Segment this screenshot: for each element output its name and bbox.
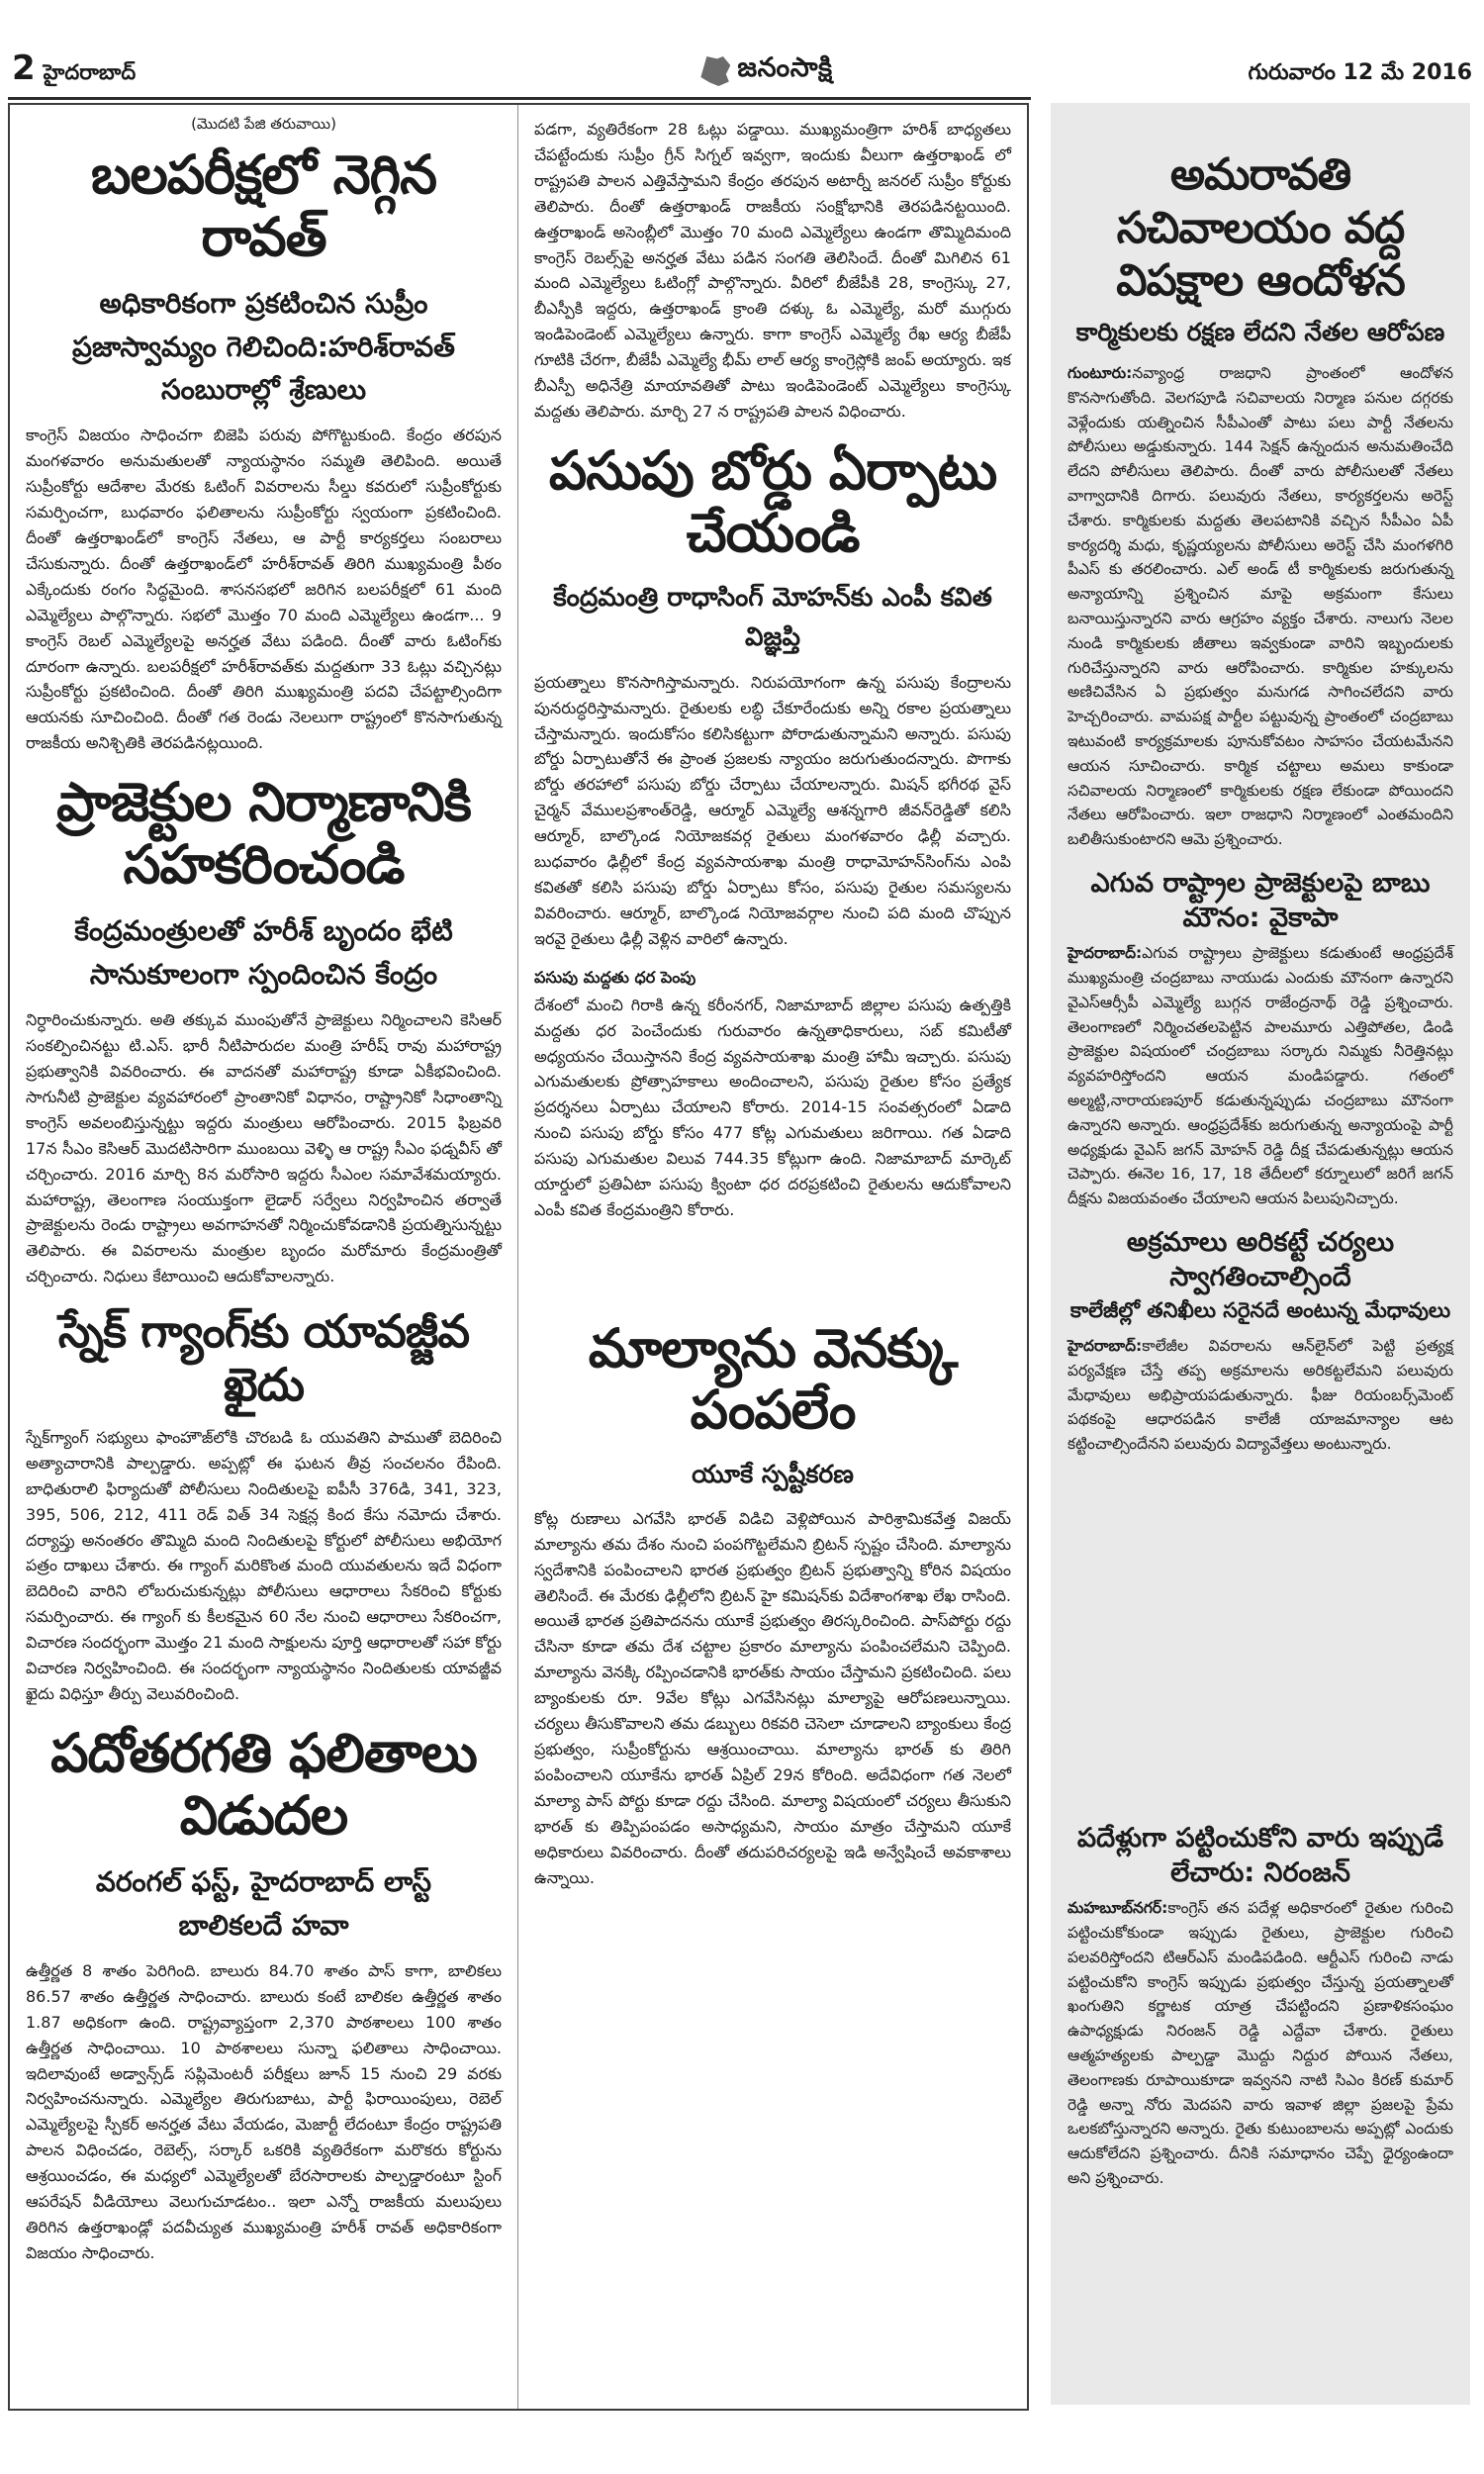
article-college-inspections <box>1067 1225 1453 1457</box>
article-rawat-subhead-1: అధికారికంగా ప్రకటించిన సుప్రీం <box>99 287 428 321</box>
article-snake-gang <box>26 1305 502 1707</box>
article-projects-headline: ప్రాజెక్టుల నిర్మాణానికి సహకరించండి <box>56 771 471 896</box>
article-turmeric-board-body-1: ప్రయత్నాలు కొనసాగిస్తామన్నారు. నిరుపయోగంగా ఉన్న పసుపు కేంద్రాలను పునరుద్ధరిస్తామన్నారు. రైతులకు లబ్ధి చేకూరేందుకు అన్ని రకాల ప్రయత్నాలు చేస్తామన్నారు. ఇందుకోసం కలిసికట్టుగా పోరాడుతున్నామని అన్నారు. పసుపు బోర్డు ఏర్పాటుతోనే ఈ ప్రాంత ప్రజలకు న్యాయం జరుగుతుందన్నారు. పొగాకు బోర్డు తరహాలో పసుపు బోర్డు చేర్పాటు చేయాలన్నారు. మిషన్ భగీరథ వైస్ చైర్మన్ వేములప్రశాంత్‌రెడ్డి, ఆర్మూర్ ఎమ్మెల్యే ఆశన్నగారి జీవన్‌రెడ్డితో కలిసి ఆర్మూర్, బాల్కొండ నియోజకవర్గ రైతులు మంగళవారం ఢిల్లీ వచ్చారు. బుధవారం ఢిల్లీలో కేంద్ర వ్యవసాయశాఖ మంత్రి రాధామోహన్‌సింగ్‌ను ఎంపి కవితతో కలిసి పసుపు బోర్డు ఏర్పాటు కోసం, పసుపు రైతుల సమస్యలను వివరించారు. ఆర్మూర్, బాల్కొండ నియోజవర్గాల నుంచి పది మంది చొప్పున ఇరవై రైతులు ఢిల్లీ వెళ్లిన వారిలో ఉన్నారు. <box>534 672 1011 948</box>
article-college-inspections-headline: అక్రమాలు అరికట్టే చర్యలు స్వాగతించాల్సిందే <box>1126 1226 1395 1292</box>
article-projects-body: నిర్ధారించుకున్నారు. అతి తక్కువ ముంపుతోనే ప్రాజెక్టులు నిర్మించాలని కెసిఆర్ సంకల్పించినట్టు టి.ఎస్. భారీ నీటిపారుదల మంత్రి హరీష్ రావు మహారాష్ట్ర ప్రభుత్వానికి వివరించారు. ఈ వాదనతో మహారాష్ట్ర కూడా ఏకీభవించింది. సాగునీటి ప్రాజెక్టుల వ్యవహారంలో ప్రాంతానికో విధానం, రాష్ట్రానికో సిధాంతాన్ని కాంగ్రెస్ అవలంబిస్తున్నట్టు ఇద్దరు మంత్రులు ఆరోపించారు. 2015 ఫిబ్రవరి 17న సీఎం కెసిఆర్ మొదటిసారిగా ముంబయి వెళ్ళి ఆ రాష్ట్ర సీఎం ఫడ్నవీస్ తో చర్చించారు. 2016 మార్చి 8న మరోసారి ఇద్దరు సీఎంల సమావేశమయ్యారు. మహారాష్ట్ర, తెలంగాణ సంయుక్తంగా లైడార్ సర్వేలు నిర్వహించిన తర్వాతే ప్రాజెక్టులను రెండు రాష్ట్రాలు అవగాహనతో నిర్మించుకోవడానికి ప్రయత్నిసున్నట్టు తెలిపారు. ఈ వివరాలను మంత్రుల బృందం మరోమారు కేంద్రమంత్రితో చర్చించారు. నిధులు కేటాయించి ఆదుకోవాలన్నారు. <box>26 1010 502 1286</box>
article-amaravati <box>1067 148 1453 852</box>
article-ssc-results-body: ఉత్తీర్ణత 8 శాతం పెరిగింది. బాలురు 84.70 శాతం పాస్ కాగా, బాలికలు 86.57 శాతం ఉత్తీర్ణత సాధించారు. బాలురు కంటే బాలికల ఉత్తీర్ణత శాతం 1.87 అధికంగా ఉంది. రాష్ట్రవ్యాప్తంగా 2,370 పాఠశాలలు 100 శాతం ఉత్తీర్ణత సాధించాయి. 10 పాఠశాలలు సున్నా ఫలితాలు సాధించాయి. ఇదిలావుంటే అడ్వాన్స్‌డ్ సప్లిమెంటరీ పరీక్షలు జూన్ 15 నుంచి 29 వరకు నిర్వహించనున్నారు. ఎమ్మెల్యేల తిరుగుబాటు, పార్టీ ఫిరాయింపులు, రెబెల్ ఎమ్మెల్యేలపై స్పీకర్ అనర్హత వేటు వేయడం, మెజార్టీ లేదంటూ కేంద్రం రాష్ట్రపతి పాలన విధించడం, రెబెల్స్, సర్కార్ ఒకరికి వ్యతిరేకంగా మరొకరు కోర్టును ఆశ్రయించడం, ఈ మధ్యలో ఎమ్మెల్యేలతో బేరసారాలకు పాల్పడ్డారంటూ స్టింగ్ ఆపరేషన్ వీడియోలు వెలుగుచూడటం.. ఇలా ఎన్నో రాజకీయ మలుపులు తిరిగిన ఉత్తరాఖండ్లో పదవీచ్యుత ముఖ్యమంత్రి హరీశ్ రావత్ అధికారికంగా విజయం సాధించారు. <box>26 1960 502 2262</box>
article-rawat-body: కాంగ్రెస్ విజయం సాధించగా బిజెపి పరువు పోగొట్టుకుంది. కేంద్రం తరపున మంగళవారం అనుమతులతో న్యాయస్థానం సమ్మతి తెలిపింది. అయితే సుప్రీంకోర్టు ఆదేశాల మేరకు ఓటింగ్ వివరాలను సీల్డు కవరులో సుప్రీంకోర్టుకు సమర్పించగా, బుధవారం ఫలితాలను సుప్రీంకోర్టు స్వయంగా ప్రకటించింది. దీంతో ఉత్తరాఖండ్‌లో కాంగ్రెస్ నేతలు, ఆ పార్టీ కార్యకర్తలు సంబరాలు చేసుకున్నారు. దీంతో ఉత్తరాఖండ్‌లో హరీశ్‌రావత్ తిరిగి ముఖ్యమంత్రి పీఠం ఎక్కేందుకు రంగం సిద్ధమైంది. శాసనసభలో జరిగిన బలపరీక్షలో 61 మంది ఎమ్మెల్యేలు పాల్గొన్నారు. సభలో మొత్తం 70 మంది ఎమ్మెల్యేలు ఉండగా... 9 కాంగ్రెస్ రెబల్ ఎమ్మెల్యేలపై అనర్హత వేటు పడింది. దీంతో వారు ఓటింగ్‌కు దూరంగా ఉన్నారు. బలపరీక్షలో హరీశ్‌రావత్‌కు మద్దతుగా 33 ఓట్లు వచ్చినట్లు సుప్రీంకోర్టు ప్రకటించింది. దీంతో తిరిగి ముఖ్యమంత్రి పదవి చేపట్టాల్సిందిగా ఆయనకు సూచించింది. దీంతో గత రెండు నెలలుగా రాష్ట్రంలో కొనసాగుతున్న రాజకీయ అనిశ్చితికి తెరపడినట్లయింది. <box>26 426 502 753</box>
article-rawat-subhead-2: ప్రజాస్వామ్యం గెలిచింది:హరిశ్‌రావత్ <box>72 330 455 363</box>
article-turmeric-board-body-2: దేశంలో మంచి గిరాకి ఉన్న కరీంనగర్, నిజామాబాద్ జిల్లాల పసుపు ఉత్పత్తికి మద్దతు ధర పెంచేందుకు గురువారం ఉన్నతాధికారులు, సబ్ కమిటీతో అధ్యయనం చేయిస్తానని కేంద్ర వ్యవసాయశాఖ మంత్రి హామీ ఇచ్చారు. పసుపు ఎగుమతులకు ప్రోత్సాహకాలు అందించాలని, పసుపు రైతుల కోసం ప్రత్యేక ప్రదర్శనలు ఏర్పాటు చేయాలని కోరారు. 2014-15 సంవత్సరంలో ఏడాది నుంచి పసుపు బోర్డు కోసం 477 కోట్ల ఎగుమతులు జరిగాయి. గత ఏడాది పసుపు ఎగుమతుల విలువ 744.35 కోట్లుగా ఉంది. నిజామాబాద్ మార్కెట్ యార్డులో ప్రతిఏటా పసుపు క్వింటా ధర దరప్రకటించి రైతులను ఆదుకోవాలని ఎంపీ కవిత కేంద్రమంత్రిని కోరారు. <box>534 995 1011 1219</box>
article-amaravati-headline: అమరావతి సచివాలయం వద్ద విపక్షాల ఆందోళన <box>1116 149 1405 307</box>
article-turmeric-board-headline: పసుపు బోర్డు ఏర్పాటు చేయండి <box>548 438 997 564</box>
page-number: 2 <box>12 48 36 88</box>
masthead-title: జనంసాక్షి <box>737 52 833 83</box>
article-projects-subhead-2: సానుకూలంగా స్పందించిన కేంద్రం <box>89 957 438 991</box>
article-college-inspections-dateline: హైదరాబాద్: <box>1067 1337 1143 1356</box>
article-projects-subhead-1: కేంద్రమంత్రులతో హరీశ్ బృందం భేటి <box>74 914 453 948</box>
header-rule <box>8 97 1031 100</box>
continuation-kicker: (మొదటి పేజి తరువాయి) <box>191 115 336 133</box>
article-ssc-results <box>26 1723 502 2266</box>
article-projects <box>26 772 502 1289</box>
article-ycp-babu-body <box>1067 941 1453 1211</box>
article-college-inspections-body <box>1067 1334 1453 1457</box>
right-column <box>1051 103 1470 2405</box>
main-article-box <box>8 103 1029 2411</box>
page-content <box>8 103 1476 2411</box>
article-turmeric-board-crosshead: పసుపు మద్దతు ధర పెంపు <box>534 967 696 987</box>
page-header <box>8 48 1476 95</box>
article-mallya <box>534 1318 1011 1891</box>
masthead <box>700 52 832 90</box>
article-ycp-babu-headline: ఎగువ రాష్ట్రాల ప్రాజెక్టులపై బాబు మౌనం: వైకాపా <box>1090 867 1431 934</box>
article-niranjan-headline: పదేళ్లుగా పట్టించుకోని వారు ఇప్పుడే లేచారు: నిరంజన్ <box>1076 1823 1444 1889</box>
article-niranjan-body-text: కాంగ్రెస్ తన పదేళ్ల అధికారంలో రైతుల గురించి పట్టించుకోకుండా ఇప్పుడు రైతులు, ప్రాజెక్టుల గురించి పలవరిస్తోందని టిఆర్ఎస్ మండిపడింది. ఆర్టీఎస్ గురించి నాడు పట్టించుకోని కాంగ్రెస్ ఇప్పుడు ప్రభుత్వం చేస్తున్న ప్రయత్నాలతో ఖంగుతిని కర్ణాటక యాత్ర చేపట్టిందని ప్రణాళికసంఘం ఉపాధ్యక్షుడు నిరంజన్ రెడ్డి ఎద్దేవా చేశారు. రైతులు ఆత్మహత్యలకు పాల్పడ్డా మొద్దు నిద్దుర పోయిన నేతలు, తెలంగాణకు రూపాయికూడా ఇవ్వనని నాటి సిఎం కిరణ్ కుమార్ రెడ్డి అన్నా నోరు మెదపని వారు ఇవాళ జిల్లా ప్రజలపై ప్రేమ ఒలకబోస్తున్నారని అన్నారు. రైతు కుటుంబాలను అప్పట్లో ఎందుకు ఆదుకోలేదని ప్రశ్నించారు. దీనికి సమాధానం చెప్పే ధైర్యంఉందా అని ప్రశ్నించారు. <box>1067 1899 1453 2188</box>
article-mallya-headline: మాల్యాను వెనక్కు పంపలేం <box>588 1316 958 1442</box>
article-amaravati-dateline: గుంటూరు: <box>1067 364 1133 383</box>
middle-column <box>518 105 1027 2409</box>
article-rawat-continuation: పడగా, వ్యతిరేకంగా 28 ఓట్లు పడ్డాయి. ముఖ్యమంత్రిగా హరిశ్ బాధ్యతలు చేపట్టేందుకు సుప్రీం గ్రీన్ సిగ్నల్ ఇవ్వగా, ఇందుకు వీలుగా ఉత్తరాఖండ్ లో రాష్ట్రపతి పాలన ఎత్తివేస్తామని కేంద్రం తరపున అటార్నీ జనరల్ సుప్రీం కోర్టుకు తెలిపారు. దీంతో ఉత్తరాఖండ్ రాజకీయ సంక్షోభానికి తెరపడినట్టయింది. ఉత్తరాఖండ్ అసెంబ్లీలో మొత్తం 70 మంది ఎమ్మెల్యేలు ఉండగా తొమ్మిదిమంది కాంగ్రెస్ రెబల్స్‌పై అనర్హత వేటు పడిన సంగతి తెలిసిందే. దీంతో మిగిలిన 61 మంది ఎమ్మెల్యేలు ఓటింగ్లో పాల్గొన్నారు. వీరిలో బీజేపీకి 28, కాంగ్రెస్కు 27, బీఎస్పీకి ఇద్దరు, ఉత్తరాఖండ్ క్రాంతి దళ్కు ఓ ఎమ్మెల్యే, మరో ముగ్గురు ఇండిపెండెంట్ ఎమ్మెల్యేలు ఉన్నారు. కాగా కాంగ్రెస్ ఎమ్మెల్యే రేఖ ఆర్య బీజేపీ గూటికి చేరగా, బీజేపీ ఎమ్మెల్యే భీమ్ లాల్ ఆర్య కాంగ్రెస్లోకి జంప్ అయ్యారు. ఇక బీఎస్పీ అధినేత్రి మాయావతితో పాటు ఇండిపెండెంట్ ఎమ్మెల్యేలు కాంగ్రెస్కు మద్దతు తెలిపారు. మార్చి 27 న రాష్ట్రపతి పాలన విధించారు. <box>534 120 1011 421</box>
article-mallya-subhead: యూకే స్పష్టీకరణ <box>692 1460 854 1489</box>
article-ssc-results-headline: పదోతరగతి ఫలితాలు విడుదల <box>50 1721 477 1847</box>
article-ssc-results-subhead-2: బాలికలదే హవా <box>178 1908 349 1942</box>
article-rawat-headline: బలపరీక్షలో నెగ్గిన రావత్ <box>90 143 437 268</box>
article-rawat <box>26 144 502 756</box>
article-amaravati-subhead: కార్మికులకు రక్షణ లేదని నేతల ఆరోపణ <box>1075 318 1445 347</box>
left-column <box>10 105 518 2409</box>
article-amaravati-body <box>1067 361 1453 852</box>
article-ycp-babu-body-text: ఎగువ రాష్ట్రాలు ప్రాజెక్టులు కడుతుంటే ఆంధ్రప్రదేశ్ ముఖ్యమంత్రి చంద్రబాబు నాయుడు ఎందుకు మౌనంగా ఉన్నారని వైఎస్ఆర్సీపీ ఎమ్మెల్యే బుగ్గన రాజేంద్రనాథ్ రెడ్డి ప్రశ్నించారు. తెలంగాణలో నిర్మించతలపెట్టిన పాలమూరు ఎత్తిపోతల, డిండి ప్రాజెక్టుల విషయంలో చంద్రబాబు సర్కారు నిమ్మకు నీరెత్తినట్లు వ్యవహరిస్తోందని ఆయన మండిపడ్డారు. గతంలో అల్మట్టి,నారాయణపూర్ కడుతున్నప్పుడు చంద్రబాబు మౌనంగా ఉన్నారని అన్నారు. ఆంధ్రప్రదేశ్‌కు జరుగుతున్న అన్యాయంపై పార్టీ అధ్యక్షుడు వైఎస్ జగన్ మోహన్ రెడ్డి దీక్ష చేపడుతున్నట్లు ఆయన చెప్పారు. ఈనెల 16, 17, 18 తేదీలలో కర్నూలులో జరిగే జగన్ దీక్షను విజయవంతం చేయాలని ఆయన పిలుపునిచ్చారు. <box>1067 944 1453 1208</box>
section-name: హైదరాబాద్ <box>43 60 137 84</box>
article-snake-gang-headline: స్నేక్ గ్యాంగ్‌కు యావజ్జీవ ఖైదు <box>57 1304 470 1411</box>
article-ycp-babu-dateline: హైదరాబాద్: <box>1067 944 1143 963</box>
article-turmeric-board-subhead: కేంద్రమంత్రి రాధాసింగ్ మోహన్‌కు ఎంపీ కవిత విజ్ఞప్తి <box>553 583 992 653</box>
article-amaravati-body-text: నవ్యాంధ్ర రాజధాని ప్రాంతంలో ఆందోళన కొనసాగుతోంది. వెలగపూడి సచివాలయ నిర్మాణ పనుల దగ్గరకు వెళ్లేందుకు యత్నించిన సీపీఎంతో పాటు పలు పార్టీ నేతలను పోలీసులు అడ్డుకున్నారు. 144 సెక్షన్ ఉన్నందున అనుమతించేది లేదని పోలీసులు తెలిపారు. దీంతో వారు పోలీసులతో నేతలు వాగ్వాదానికి దిగారు. పలువురు నేతలు, కార్యకర్తలను అరెస్ట్ చేశారు. కార్మికులకు మద్దతు తెలపటానికి వచ్చిన సీపీఎం ఏపీ కార్యదర్శి మధు, కృష్ణయ్యలను పోలీసులు అరెస్ట్ చేసి మంగళగిరి పీఎస్ కు తరలించారు. ఎల్ అండ్ టీ కార్మికులకు జరుగుతున్న అన్యాయాన్ని ప్రశ్నించిన మాపై అక్రమంగా కేసులు బనాయిస్తున్నారని వారు ఆగ్రహం వ్యక్తం చేశారు. నాలుగు నెలల నుండి కార్మికులకు జీతాలు ఇవ్వకుండా వారిని ఇబ్బందులకు గురిచేస్తున్నారని వారు ఆరోపించారు. కార్మికుల హక్కులను అణిచివేసిన ఏ ప్రభుత్వం మనుగడ సాగించలేదని వారు హెచ్చరించారు. వామపక్ష పార్టీల పట్టువున్న ప్రాంతంలో చంద్రబాబు ఇటువంటి కార్యక్రమాలకు పూనుకోవటం సాహసం చేయటమేనని ఆయన సూచించారు. కార్మిక చట్టాలు అమలు కాకుండా సచివాలయ నిర్మాణంలో కార్మికులకు రక్షణ లేకుండా పోయిందని నేతలు ఆరోపించారు. ఇలా రాజధాని నిర్మాణంలో ఎంతమందిని బలితీసుకుంటారని ఆమె ప్రశ్నించారు. <box>1067 364 1453 849</box>
article-snake-gang-body: స్నేక్‌గ్యాంగ్ సభ్యులు ఫాంహౌజ్‌లోకి చొరబడి ఓ యువతిని పాముతో బెదిరించి అత్యాచారానికి పాల్పడ్డారు. అప్పట్లో ఈ ఘటన తీవ్ర సంచలనం రేపింది. బాధితురాలి ఫిర్యాదుతో పోలీసులు నిందితులపై ఐపీసీ 376డి, 341, 323, 395, 506, 212, 411 రెడ్ విత్ 34 సెక్షన్ల కింద కేసు నమోదు చేశారు. దర్యాప్తు అనంతరం తొమ్మిది మంది నిందితులపై కోర్టులో పోలీసులు అభియోగ పత్రం దాఖలు చేశారు. ఈ గ్యాంగ్ మరికొంత మంది యువతులను ఇదే విధంగా బెదిరించి వారిని లోబరుచుకున్నట్లు పోలీసులు ఆధారాలు సేకరించి కోర్టుకు సమర్పించారు. ఈ గ్యాంగ్ కు కీలకమైన 60 నేల నుంచి ఆధారాలు సేకరించగా, విచారణ సందర్భంగా మొత్తం 21 మంది సాక్షులను పూర్తి ఆధారాలతో సహా కోర్టు విచారణ నిర్వహించింది. ఈ సందర్భంగా న్యాయస్థానం నిందితులకు యావజ్జీవ ఖైదు విధిస్తూ తీర్పు వెలువరించింది. <box>26 1427 502 1703</box>
page-number-section <box>12 48 676 90</box>
article-turmeric-board <box>534 440 1011 1223</box>
article-ssc-results-subhead-1: వరంగల్ ఫస్ట్, హైదరాబాద్ లాస్ట్ <box>95 1865 432 1899</box>
edition-date: గురువారం 12 మే 2016 <box>1248 60 1472 85</box>
article-ycp-babu <box>1067 866 1453 1211</box>
article-college-inspections-subhead: కాలేజీల్లో తనిఖీలు సరైనదే అంటున్న మేధావులు <box>1069 1298 1451 1323</box>
article-rawat-subhead-3: సంబురాల్లో శ్రేణులు <box>160 373 367 407</box>
article-niranjan-body <box>1067 1896 1453 2191</box>
article-college-inspections-body-text: కాలేజీల వివరాలను ఆన్‌లైన్‌లో పెట్టి ప్రత్యక్ష పర్యవేక్షణ చేస్తే తప్ప అక్రమాలను అరికట్టలేమని పలువురు మేధావులు అభిప్రాయపడుతున్నారు. ఫీజు రియంబర్స్‌మెంట్ పథకంపై ఆధారపడిన కాలేజీ యాజమాన్యాల ఆట కట్టించాల్సిందేనని పలువురు విద్యావేత్తలు అంటున్నారు. <box>1067 1337 1453 1454</box>
article-mallya-body: కోట్ల రుణాలు ఎగవేసి భారత్ విడిచి వెళ్లిపోయిన పారిశ్రామికవేత్త విజయ్ మాల్యాను తమ దేశం నుంచి పంపగొట్టలేమని బ్రిటన్ స్పష్టం చేసింది. మాల్యాను స్వదేశానికి పంపించాలని భారత ప్రభుత్వం బ్రిటన్ ప్రభుత్వాన్ని కోరిన విషయం తెలిసిందే. ఈ మేరకు ఢిల్లీలోని బ్రిటన్ హై కమిషన్‌కు విదేశాంగశాఖ లేఖ రాసింది. అయితే భారత ప్రతిపాదనను యూకే ప్రభుత్వం తిరస్కరించింది. పాస్‌పోర్టు రద్దు చేసినా కూడా తమ దేశ చట్టాల ప్రకారం మాల్యాను పంపించలేమని చెప్పింది. మాల్యాను వెనక్కి రప్పించడానికి భారత్‌కు సాయం చేస్తామని ప్రకటించింది. పలు బ్యాంకులకు రూ. 9వేల కోట్లు ఎగవేసినట్లు మాల్యాపై ఆరోపణలున్నాయి. చర్యలు తీసుకొవాలని తమ డబ్బులు రికవరి చెసెలా చూడాలని బ్యాంకులు కేంద్ర ప్రభుత్వం, సుప్రీంకోర్టును ఆశ్రయించాయి. మాల్యాను భారత్ కు తిరిగి పంపించాలని యూకేను భారత్ ఏప్రిల్ 29న కోరింది. అదేవిధంగా గత నెలలో మాల్యా పాస్ పోర్టు కూడా రద్దు చేసింది. మాల్యా విషయంలో చర్యలు తీసుకుని భారత్ కు తిప్పిపంపడం అసాధ్యమని, సాయం మాత్రం చేస్తామని యూకే అధికారులు వివరించారు. దీంతో తదుపరిచర్యలపై ఇడి అన్వేషించే అవకాశాలు ఉన్నాయి. <box>534 1508 1011 1887</box>
article-niranjan-dateline: మహబూబ్‌నగర్: <box>1067 1899 1168 1918</box>
article-niranjan <box>1067 1821 1453 2191</box>
masthead-logo-icon <box>700 56 730 86</box>
